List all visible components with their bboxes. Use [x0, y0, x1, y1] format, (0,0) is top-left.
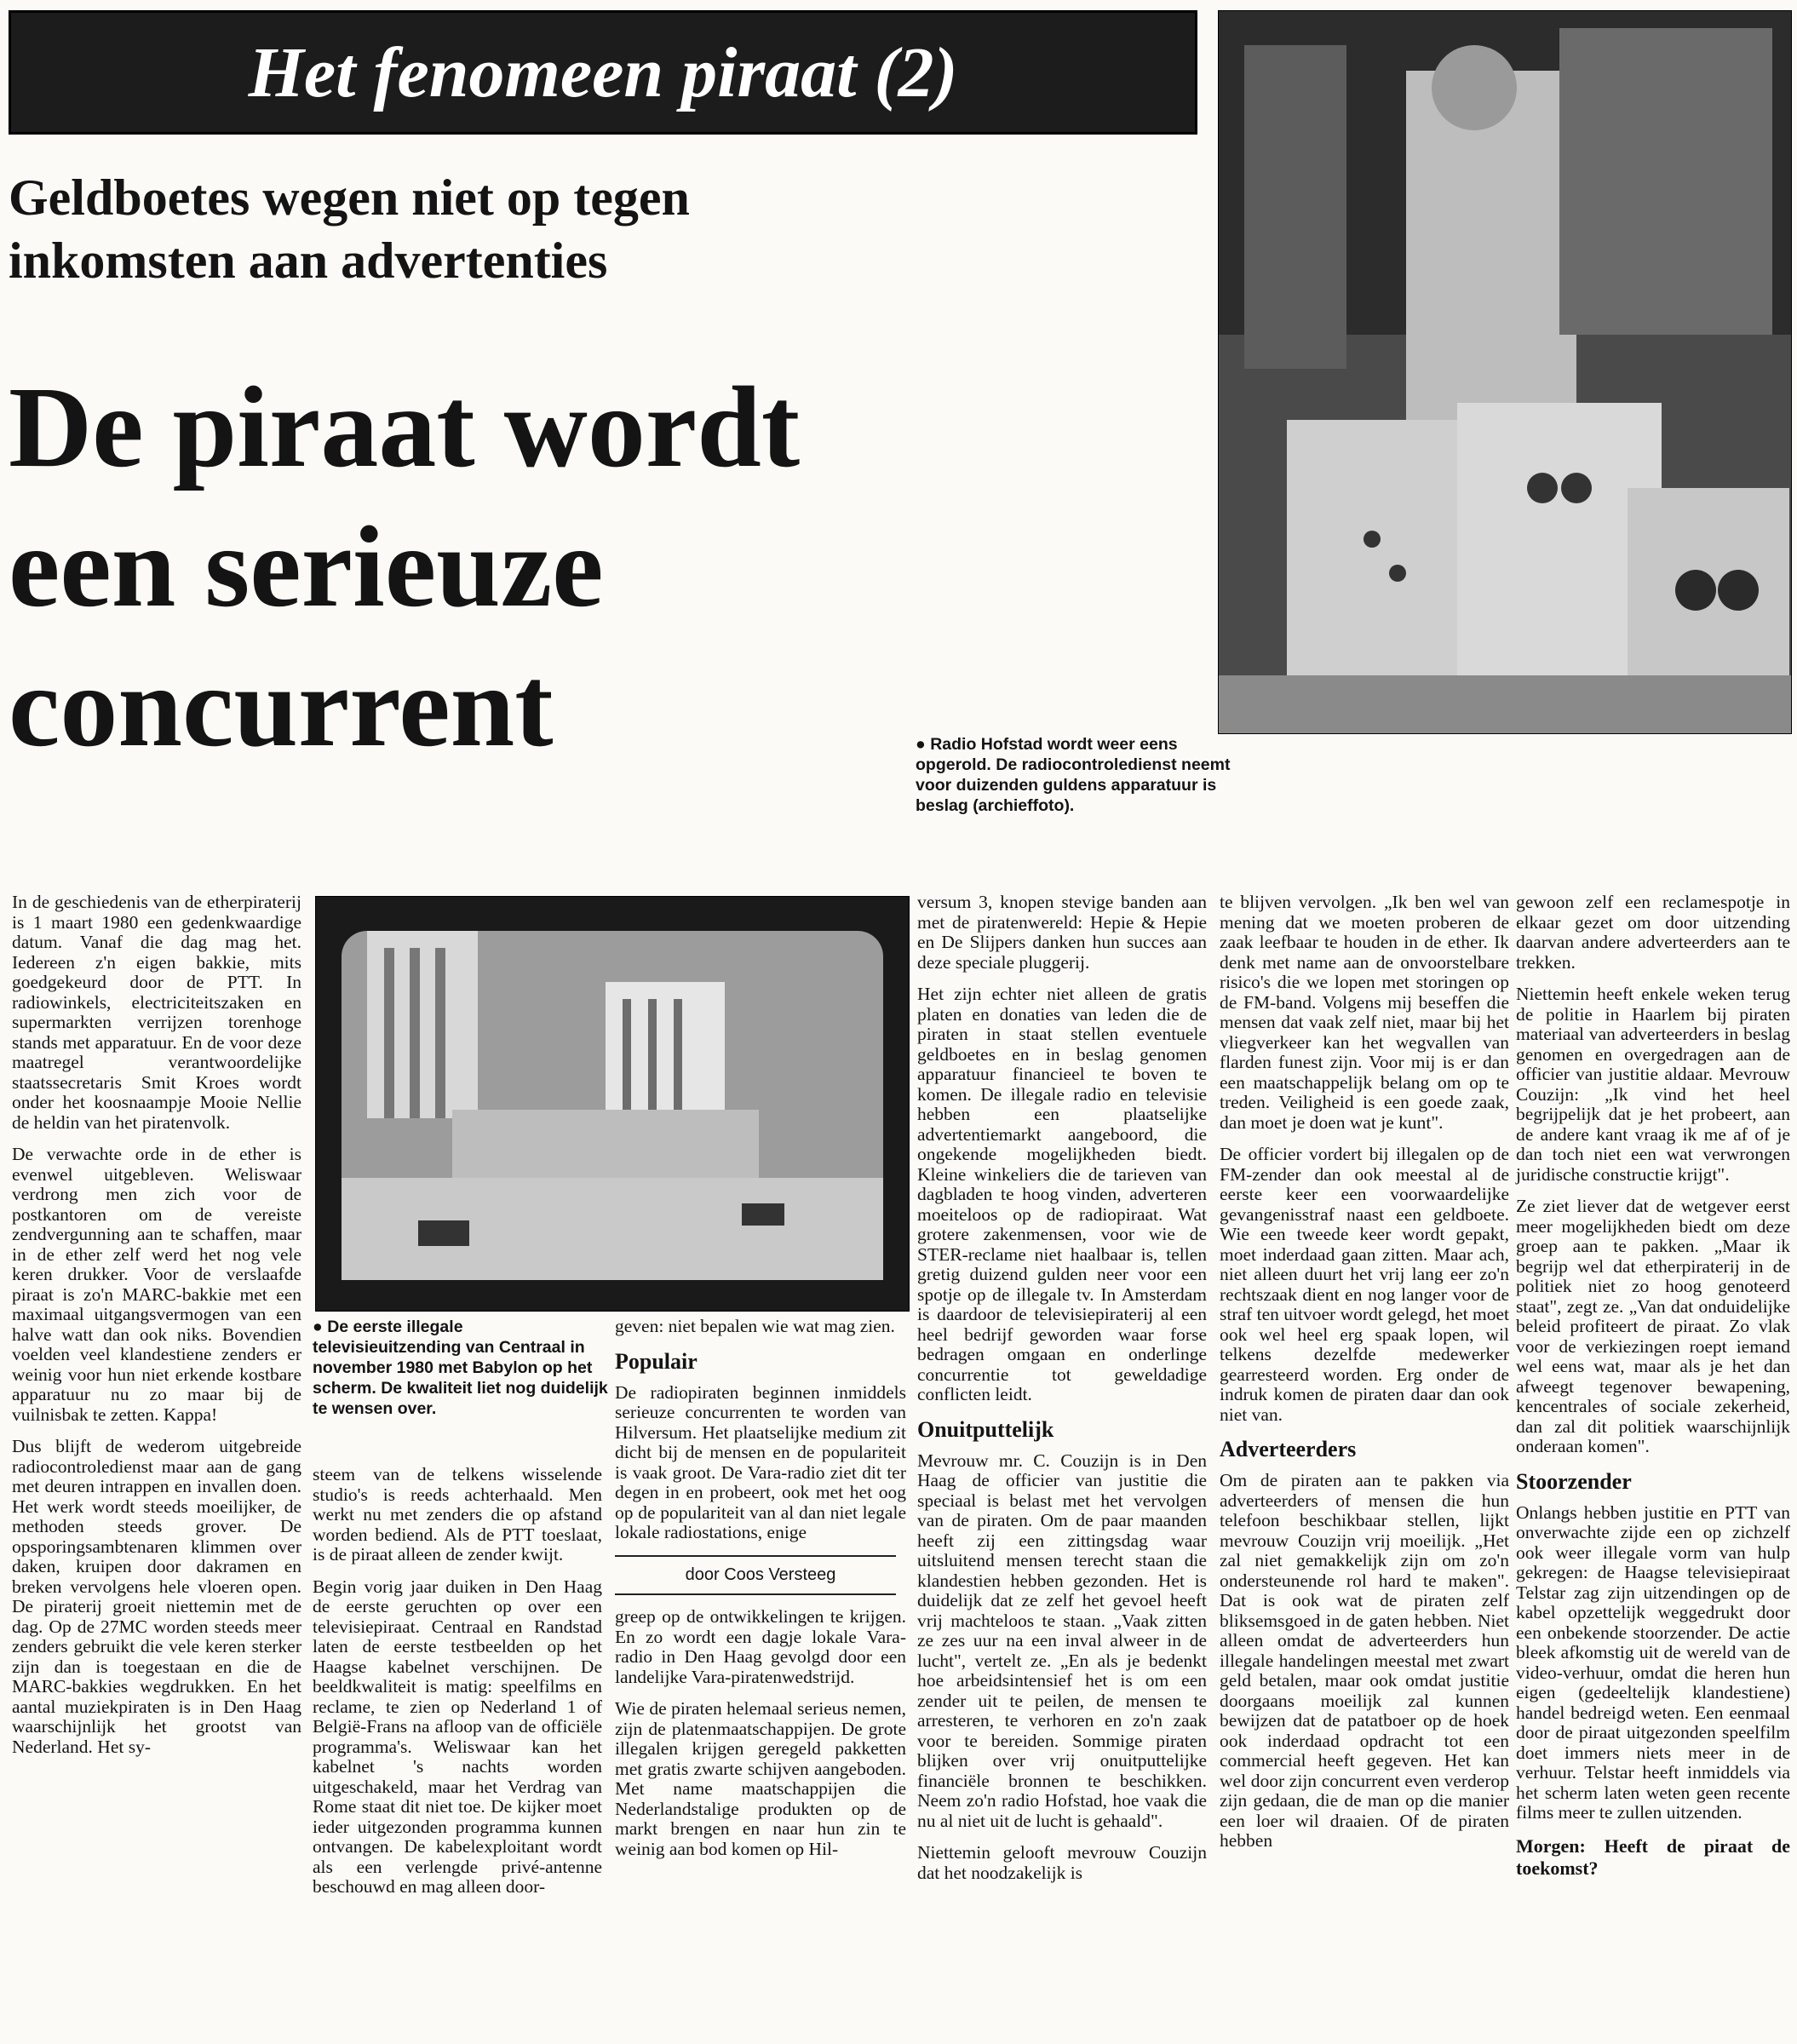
photo-television-image	[316, 897, 909, 1311]
article-column-4	[1220, 893, 1509, 1863]
headline-line: een serieuze	[9, 503, 604, 631]
section-heading-adverteerders: Adverteerders	[1220, 1437, 1357, 1461]
headline-line: De piraat wordt	[9, 364, 801, 491]
paragraph: greep op de ontwikkelingen te krijgen. En zo wordt een dagje lokale Vara-radio in Den Haag gevolgd door een landelijke Vara-piratenwedstrijd.	[615, 1606, 906, 1687]
paragraph: Mevrouw mr. C. Couzijn is in Den Haag de officier van justitie die speciaal is belast met het vervolgen van de piraten. Om de paar maanden heeft zij een zittingsdag waar uitsluitend mensen terecht staan die klandestien hebben gezonden. Het is duidelijk dat ze zelf het gevoel heeft vrij machteloos te staan. „Vaak zitten ze zes uur na een inval alweer in de lucht", vertelt ze. „En als je bedenkt hoe arbeidsintensief het is om een zender uit te peilen, de mensen te arresteren, te verhoren en zo'n zaak voor te bereiden. Sommige piraten blijken over vrij onuitputtelijke financiële bronnen te beschikken. Neem zo'n radio Hofstad, hoe vaak die nu al niet uit de lucht is gehaald".	[917, 1450, 1207, 1831]
photo-top-caption: ● Radio Hofstad wordt weer eens opgerold. De radiocontroledienst neemt voor duizenden guldens apparatuur is beslag (archieffoto).	[916, 735, 1231, 815]
paragraph: gewoon zelf een reclamespotje in elkaar gezet om door uitzending daarvan andere adverteerders aan te trekken.	[1516, 892, 1790, 973]
section-heading-populair: Populair	[615, 1348, 698, 1374]
photo-mid-caption: ● De eerste illegale televisieuitzending van Centraal in november 1980 met Babylon op het scherm. De kwaliteit liet nog duidelijk te wensen over.	[313, 1318, 608, 1418]
paragraph: De officier vordert bij illegalen op de FM-zender dan ook meestal al de eerste keer een voorwaardelijke gevangenisstraf naast een geldboete. Wie een tweede keer wordt gepakt, moet inderdaad gaan zitten. Maar ach, niet alleen duurt het vrij lang eer zo'n rechtszaak dient en nog langer voor de straf ten uitvoer wordt gelegd, het moet ook wel heel erg spaak lopen, wil telkens dezelfde medewerker gearresteerd worden. Erg onder de indruk komen de piraten daar dan ook niet van.	[1220, 1144, 1509, 1425]
paragraph: Ze ziet liever dat de wetgever eerst meer mogelijkheden biedt om deze groep aan te pakken. „Maar ik begrijp wel dat etherpiraterij in de politiek niet zo hoog genoteerd staat", zegt ze. „Van dat onduidelijke beleid profiteert de piraat. Zo vlak voor de verkiezingen roept iemand wel eens wat, maar als je het dan afweegt tegenover bewapening, kencentrales of sociale zekerheid, dan zal dit politiek waarschijnlijk onderaan komen".	[1516, 1196, 1790, 1456]
teaser-next-part: Morgen: Heeft de piraat de toekomst?	[1516, 1834, 1790, 1879]
headline-line: concurrent	[9, 643, 554, 771]
article-column-5	[1516, 893, 1790, 1892]
series-banner	[9, 10, 1197, 135]
article-column-1	[12, 893, 301, 1769]
headline	[9, 358, 1201, 777]
paragraph: steem van de telkens wisselende studio's is reeds achterhaald. Men werkt nu met zenders die op afstand worden bediend. Als de PTT toeslaat, is de piraat alleen de zender kwijt.	[313, 1464, 602, 1565]
photo-radio-hofstad-image	[1219, 11, 1791, 733]
subheadline	[9, 166, 1192, 292]
subheadline-line: inkomsten aan advertenties	[9, 233, 608, 289]
paragraph: Dus blijft de wederom uitgebreide radiocontroledienst maar aan de gang met deuren intrappen en invallen doen. Het werk wordt steeds moeilijker, de methoden steeds grover. De opsporingsambtenaren klimmen over daken, kruipen door dakramen en breken vervolgens hele vloeren open. De piraterij groeit niettemin met de dag. Op de 27MC worden steeds meer zenders gebruikt die vele keren sterker zijn dan is toegestaan en die de MARC-bakkies wegdrukken. En het aantal muziekpiraten is in Den Haag waarschijnlijk het grootst van Nederland. Het sy-	[12, 1436, 301, 1757]
byline-rule-bottom	[615, 1593, 896, 1595]
paragraph: Om de piraten aan te pakken via adverteerders of mensen die hun telefoon beschikbaar stellen, lijkt mevrouw Couzijn vrij moeilijk. „Het zal niet gemakkelijk zijn om zo'n ondersteunende rol hard te maken". Dat is ook wat de piraten zelf bliksemsgoed in de gaten hebben. Niet alleen omdat de adverteerders hun illegale handelingen meestal met zwart geld betalen, maar ook omdat justitie doorgaans moeilijk zal kunnen bewijzen dat de patatboer op de hoek ook inderdaad opdracht tot een commercial heeft gegeven. Het kan wel door zijn concurrent even verderop zijn gedaan, die de man op die manier een loer wil draaien. Of de piraten hebben	[1220, 1470, 1509, 1851]
paragraph: Het zijn echter niet alleen de gratis platen en donaties van leden die de piraten in staat stellen eventuele geldboetes en in beslag genomen apparatuur financieel te boven te komen. De illegale radio en televisie hebben een plaatselijke advertentiemarkt aangeboord, die ongekende mogelijkheden biedt. Kleine winkeliers die de tarieven van dagbladen te hoog vinden, adverteren moeiteloos op de radiopiraat. Wat grotere zakenmensen, voor wie de STER-reclame niet haalbaar is, tellen gretig duizend gulden neer voor een spotje op de illegale tv. In Amsterdam is daardoor de televisiepiraterij al een heel bedrijf geworden waar forse bedragen omgaan en onderlinge concurrentie tot geweldadige conflicten leidt.	[917, 984, 1207, 1404]
paragraph: Begin vorig jaar duiken in Den Haag de eerste geruchten op over een televisiepiraat. Centraal en Randstad laten de eerste testbeelden op het Haagse kabelnet verschijnen. De beeldkwaliteit is matig: speelfilms en reclame, te zien op Nederland 1 of België-Frans na afloop van de officiële programma's. Weliswaar kan het kabelnet 's nachts worden uitgeschakeld, maar het Verdrag van Rome staat dit niet toe. De kijker moet ieder uitgezonden programma kunnen ontvangen. De kabelexploitant wordt als een verlengde privé-antenne beschouwd en mag alleen door-	[313, 1576, 602, 1897]
paragraph: te blijven vervolgen. „Ik ben wel van mening dat we moeten proberen de zaak leefbaar te houden in de ether. Ik denk met name aan de onvoorstelbare risico's die we lopen met storingen op de FM-band. Volgens mij beseffen die mensen dat vaak zelf niet, maar bij het vliegverkeer kan het wegvallen van flarden funest zijn. Voor mij is er dan een maatschappelijk belang om op te treden. Veiligheid is een goede zaak, dan moet je doen wat je kunt".	[1220, 892, 1509, 1133]
section-heading-stoorzender: Stoorzender	[1516, 1468, 1632, 1494]
paragraph: De verwachte orde in de ether is evenwel uitgebleven. Weliswaar verdrong men zich voor de postkantoren om de vereiste zendvergunning aan te schaffen, maar in de ether zelf werd het nog vele keren drukker. Voor de verslaafde piraat is zo'n MARC-bakkie met een maximaal uitgangsvermogen van een halve watt dan ook niks. Bovendien voelden veel klandestiene zenders er weinig voor hun niet erkende kostbare apparatuur nu zo maar bij de vuilnisbak te zetten. Kappa!	[12, 1144, 301, 1425]
paragraph: De radiopiraten beginnen inmiddels serieuze concurrenten te worden van Hilversum. Het plaatselijke medium zit dicht bij de mensen en de populariteit is vaak groot. De Vara-radio ziet dit ter degen in en probeert, ook met het oog op de populariteit van al dan niet legale lokale radiostations, enige	[615, 1381, 906, 1542]
article-column-2b	[615, 1317, 906, 1871]
paragraph: Onlangs hebben justitie en PTT van onverwachte zijde een op zichzelf ook weer illegale vorm van hulp gekregen: de Haagse televisiepiraat Telstar zag zijn uitzendingen op de kabel opzettelijk weggedrukt door een onbekende stoorzender. De actie bleek afkomstig uit de wereld van de video-verhuur, omdat die heren hun eigen (gedeeltelijk klandestiene) handel bedreigd weten. Een eenmaal door de piraat uitgezonden speelfilm doet immers niets meer in de verhuur. Telstar heeft inmiddels via het scherm laten weten geen recente films meer te zullen uitzenden.	[1516, 1501, 1790, 1823]
article-column-2a	[313, 1465, 602, 1909]
paragraph: Wie de piraten helemaal serieus nemen, zijn de platenmaatschappijen. De grote illegalen krijgen geregeld pakketten met gratis zwarte schijven aangeboden. Met name maatschappijen die Nederlandstalige produkten op de markt brengen en naar hun zin te weinig aan bod komen op Hil-	[615, 1698, 906, 1859]
byline: door Coos Versteeg	[685, 1565, 836, 1584]
paragraph: Niettemin gelooft mevrouw Couzijn dat het noodzakelijk is	[917, 1842, 1207, 1883]
paragraph: Niettemin heeft enkele weken terug de politie in Haarlem bij piraten materiaal van adverteerders in beslag genomen en overgedragen aan de officier van justitie aldaar. Mevrouw Couzijn: „Ik vind het heel begrijpelijk dat je het probeert, aan de andere kant vraag ik me af of je dan toch niet een wat verwrongen juridische constructie krijgt".	[1516, 984, 1790, 1185]
byline-rule-top	[615, 1555, 896, 1557]
paragraph: geven: niet bepalen wie wat mag zien.	[615, 1316, 895, 1336]
series-title: Het fenomeen piraat (2)	[248, 32, 958, 112]
section-heading-onuitputtelijk: Onuitputtelijk	[917, 1416, 1054, 1442]
paragraph: In de geschiedenis van de etherpiraterij is 1 maart 1980 een gedenkwaardige datum. Vanaf die dag mag het. Iedereen z'n eigen bakkie, mits goedgekeurd door de PTT. In radiowinkels, electriciteitszaken en supermarkten verrijzen torenhoge stands met apparatuur. En de voor deze maatregel verantwoordelijke staatssecretaris Smit Kroes wordt onder het koosnaampje Mooie Nellie de heldin van het piratenvolk.	[12, 892, 301, 1133]
photo-radio-hofstad	[1218, 10, 1792, 734]
photo-television-broadcast	[315, 896, 910, 1312]
subheadline-line: Geldboetes wegen niet op tegen	[9, 169, 690, 226]
paragraph: versum 3, knopen stevige banden aan met de piratenwereld: Hepie & Hepie en De Slijpers danken hun succes aan deze speciale pluggerij.	[917, 892, 1207, 973]
article-column-3	[917, 893, 1207, 1895]
